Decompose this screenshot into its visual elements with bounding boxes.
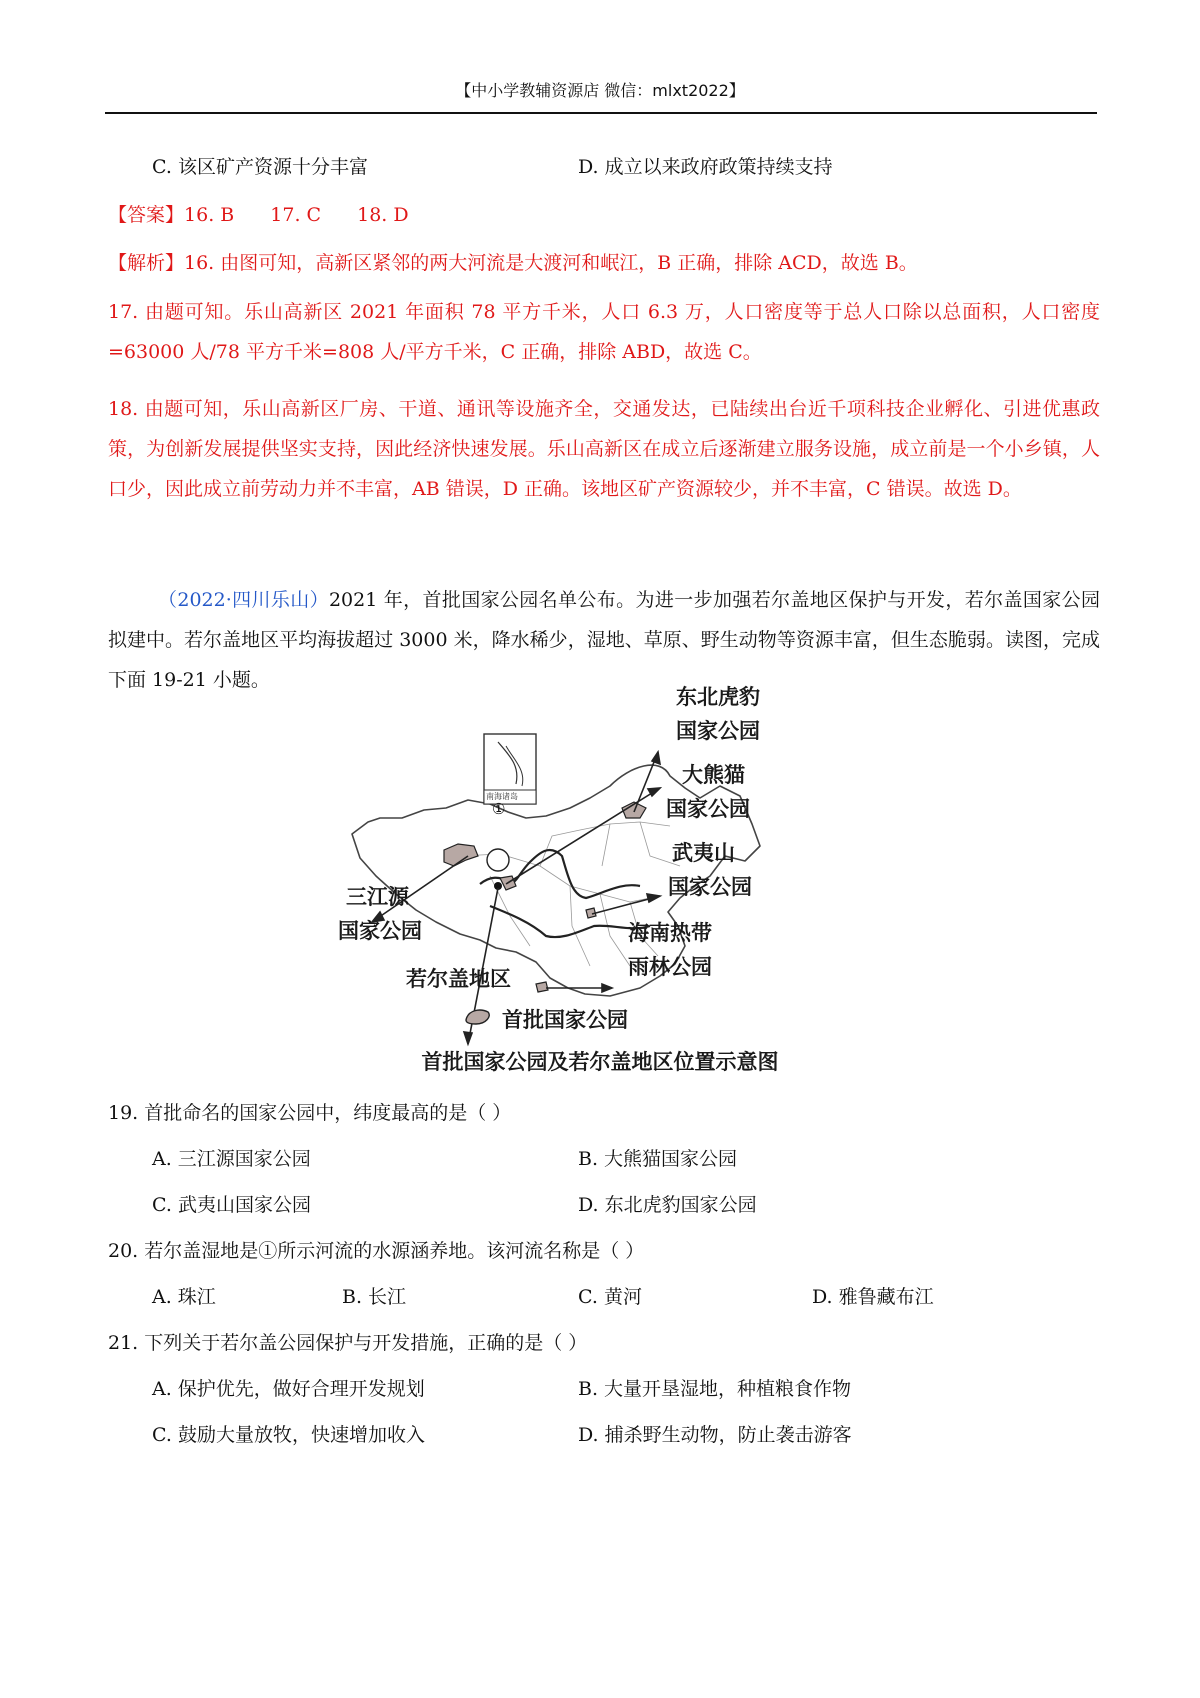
q21-option-c: C. 鼓励大量放牧，快速增加收入 (152, 1424, 425, 1446)
map-caption: 首批国家公园及若尔盖地区位置示意图 (421, 1050, 779, 1074)
q19-option-a: A. 三江源国家公园 (152, 1148, 311, 1170)
header-rule (105, 112, 1097, 114)
q20-option-a: A. 珠江 (152, 1286, 216, 1308)
q19-option-d: D. 东北虎豹国家公园 (578, 1194, 757, 1216)
q19-option-b: B. 大熊猫国家公园 (578, 1148, 738, 1170)
q19-option-c: C. 武夷山国家公园 (152, 1194, 311, 1216)
label-wuyi-1: 武夷山 (672, 841, 735, 865)
prev-option-d: D. 成立以来政府政策持续支持 (578, 156, 833, 178)
label-ruoergai: 若尔盖地区 (406, 967, 511, 991)
label-hainan-2: 雨林公园 (628, 955, 712, 979)
label-dongbei-2: 国家公园 (676, 719, 760, 743)
page-header: 【中小学教辅资源店 微信：mlxt2022】 (455, 81, 745, 100)
q21-option-b: B. 大量开垦湿地，种植粮食作物 (578, 1378, 852, 1400)
answer-16: 16. B (184, 204, 235, 226)
answer-label: 【答案】 (108, 204, 185, 226)
park-sanjiangyuan (444, 844, 478, 866)
park-hainan (536, 982, 548, 992)
analysis-17: 17. 由题可知。乐山高新区 2021 年面积 78 平方千米，人口 6.3 万，人口密度等于总人口除以总面积，人口密度=63000 人/78 平方千米=808 人/平方千米，C 正确，排除 ABD，故选 C。 (108, 301, 1100, 363)
legend-swatch (464, 1006, 492, 1026)
map-marker-1: ① (492, 800, 506, 818)
q21-option-d: D. 捕杀野生动物，防止袭击游客 (578, 1424, 852, 1446)
q21-option-a: A. 保护优先，做好合理开发规划 (152, 1378, 425, 1400)
question-20-stem: 20. 若尔盖湿地是①所示河流的水源涵养地。该河流名称是（ ） (108, 1240, 645, 1262)
analysis-18: 18. 由题可知，乐山高新区厂房、干道、通讯等设施齐全，交通发达，已陆续出台近千项科技企业孵化、引进优惠政策，为创新发展提供坚实支持，因此经济快速发展。乐山高新区在成立后逐渐建立服务设施，成立前是一个小乡镇，人口少，因此成立前劳动力并不丰富，AB 错误，D 正确。该地区矿产资源较少，并不丰富，C 错误。故选 D。 (108, 398, 1100, 500)
q20-option-c: C. 黄河 (578, 1286, 642, 1308)
question-intro (108, 580, 1100, 700)
label-wuyi-2: 国家公园 (668, 875, 752, 899)
label-panda-2: 国家公园 (666, 797, 750, 821)
label-sanjiang-1: 三江源 (346, 885, 409, 909)
analysis-16: 【解析】16. 由图可知，高新区紧邻的两大河流是大渡河和岷江，B 正确，排除 ACD，故选 B。 (108, 252, 918, 274)
legend-label: 首批国家公园 (502, 1008, 628, 1032)
intro-text: 2021 年，首批国家公园名单公布。为进一步加强若尔盖地区保护与开发，若尔盖国家公园拟建中。若尔盖地区平均海拔超过 3000 米，降水稀少，湿地、草原、野生动物等资源丰富，但生态脆弱。读图，完成下面 19-21 小题。 (108, 589, 1100, 691)
label-sanjiang-2: 国家公园 (338, 919, 422, 943)
answer-18: 18. D (357, 204, 409, 226)
question-21-stem: 21. 下列关于若尔盖公园保护与开发措施，正确的是（ ） (108, 1332, 588, 1354)
q20-option-b: B. 长江 (342, 1286, 407, 1308)
label-hainan-1: 海南热带 (628, 921, 712, 945)
label-dongbei-1: 东北虎豹 (676, 685, 760, 709)
question-source: （2022·四川乐山） (158, 589, 329, 611)
answer-line (108, 206, 409, 225)
inset-label: 南海诸岛 (486, 792, 518, 801)
prev-option-c: C. 该区矿产资源十分丰富 (152, 156, 368, 178)
q20-option-d: D. 雅鲁藏布江 (812, 1286, 934, 1308)
question-19-stem: 19. 首批命名的国家公园中，纬度最高的是（ ） (108, 1102, 512, 1124)
label-panda-1: 大熊猫 (682, 763, 745, 787)
answer-17: 17. C (270, 204, 322, 226)
